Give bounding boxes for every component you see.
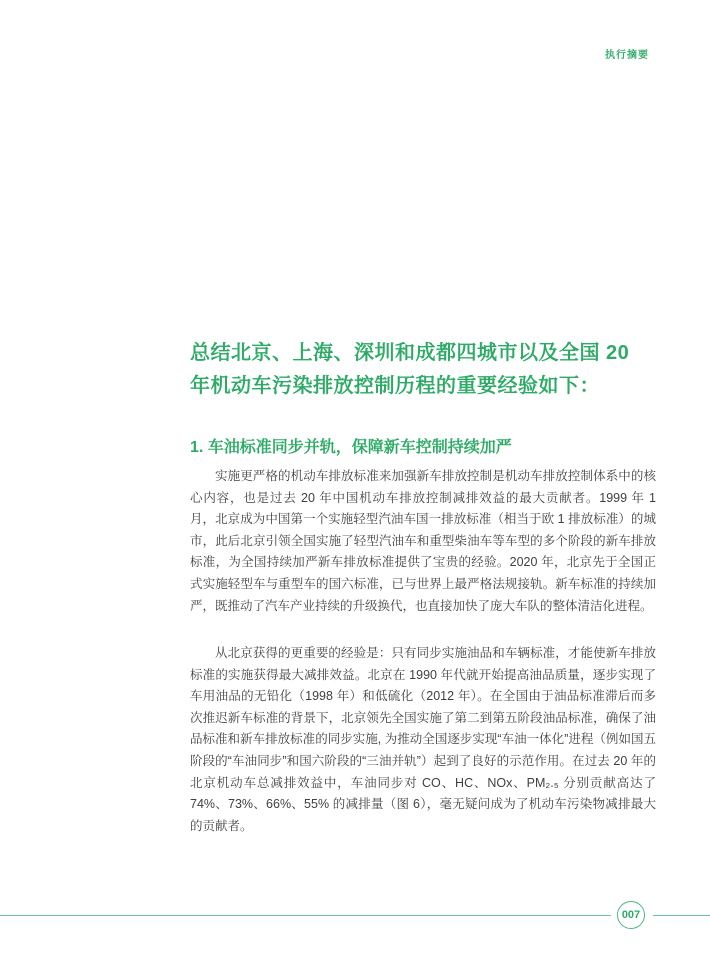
page-title: 总结北京、上海、深圳和成都四城市以及全国 20 年机动车污染排放控制历程的重要经验如下： [190,342,630,398]
paragraph-1: 实施更严格的机动车排放标准来加强新车排放控制是机动车排放控制体系中的核心内容，也是过去 20 年中国机动车排放控制减排效益的最大贡献者。1999 年 1 月，北京成为中国第一个实施轻型汽油车国一排放标准（相当于欧 1 排放标准）的城市，此后北京引领全国实施了轻型汽油车和重型柴油车等车型的多个阶段的新车排放标准，为全国持续加严新车排放标准提供了宝贵的经验。2020 年，北京先于全国正式实施轻型车与重型车的国六标准，已与世界上最严格法规接轨。新车标准的持续加严，既推动了汽车产业持续的升级换代，也直接加快了庞大车队的整体清洁化进程。 [190,469,656,613]
page-number-badge: 007 [617,901,645,929]
running-head: 执行摘要 [605,50,649,61]
footer-rule-right [653,915,710,916]
footer-rule-left [0,915,611,916]
section-heading: 1. 车油标准同步并轨，保障新车控制持续加严 [190,439,512,457]
paragraph-2: 从北京获得的更重要的经验是：只有同步实施油品和车辆标准，才能使新车排放标准的实施获得最大减排效益。北京在 1990 年代就开始提高油品质量，逐步实现了车用油品的无铅化（1998 年）和低硫化（2012 年）。在全国由于油品标准滞后而多次推迟新车标准的背景下，北京领先全国实施了第二到第五阶段油品标准，确保了油品标准和新车排放标准的同步实施, 为推动全国逐步实现“车油一体化”进程（例如国五阶段的“车油同步”和国六阶段的“三油并轨”）起到了良好的示范作用。在过去 20 年的北京机动车总减排效益中，车油同步对 CO、HC、NOx、PM₂.₅ 分别贡献高达了 74%、73%、66%、55% 的减排量（图 6），毫无疑问成为了机动车污染物减排最大的贡献者。 [190,646,656,833]
